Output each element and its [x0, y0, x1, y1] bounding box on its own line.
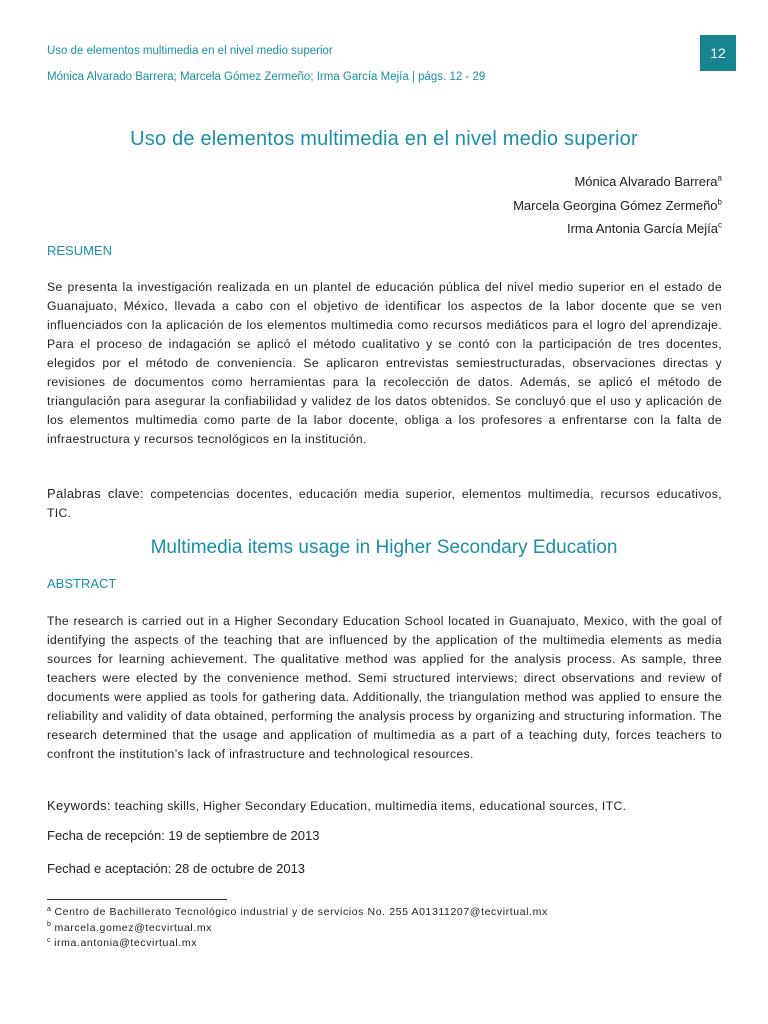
keywords-list: teaching skills, Higher Secondary Education, multimedia items, educational sources, ITC.: [114, 799, 627, 813]
abstract-heading: ABSTRACT: [47, 576, 117, 591]
keywords-label: Keywords:: [47, 798, 111, 813]
footnote-c: $^c$ irma.antonia@tecvirtual.mx: [47, 936, 198, 949]
footnote-divider: [47, 899, 227, 900]
author-1: Mónica Alvarado Barrera$^a$: [574, 173, 722, 189]
author-list: [513, 170, 722, 241]
author-3-mark: c: [718, 220, 722, 230]
abstract-body: The research is carried out in a Higher Secondary Education School located in Guanajuato, Mexico, with the goal of identifying the aspects of the teaching that are influenced by the application of the multimedia elements as media sources for learning achievement. The qualitative method was applied for the analysis process. As sample, three teachers were elected by the convenience method. Semi structured interviews; direct observations and review of documents were applied as tools for gathering data. Additionally, the triangulation method was applied to ensure the reliability and validity of data obtained, performing the analysis process by organizing and structuring information. The research determined that the usage and application of multimedia as a part of a teaching duty, forces teachers to confront the institution’s lack of infrastructure and technological resources.: [47, 614, 722, 761]
palabras-clave: [47, 484, 722, 523]
running-title: Uso de elementos multimedia en el nivel medio superior: [47, 45, 333, 57]
palabras-clave-label: Palabras clave:: [47, 486, 144, 501]
author-2: Marcela Georgina Gómez Zermeño$^b$: [513, 197, 722, 213]
acceptance-date: Fechad e aceptación: 28 de octubre de 2013: [47, 861, 306, 876]
resumen-heading: RESUMEN: [47, 243, 113, 258]
palabras-clave-list: competencias docentes, educación media superior, elementos multimedia, recursos educativos, TIC.: [47, 487, 722, 520]
article-title-spanish: Uso de elementos multimedia en el nivel medio superior: [130, 128, 638, 150]
author-1-mark: a: [717, 173, 722, 183]
author-2-mark: b: [717, 197, 722, 207]
author-3: Irma Antonia García Mejía$^c$: [566, 220, 722, 236]
footnote-a: $^a$ Centro de Bachillerato Tecnológico industrial y de servicios No. 255 A01311207@tecvirtual.mx: [47, 905, 548, 918]
page-number-badge: 12: [700, 35, 736, 71]
reception-date: Fecha de recepción: 19 de septiembre de 2013: [47, 828, 320, 843]
article-title-english: Multimedia items usage in Higher Secondary Education: [150, 537, 618, 558]
keywords: [47, 796, 722, 816]
footnote-b: $^b$ marcela.gomez@tecvirtual.mx: [47, 921, 213, 934]
resumen-body: Se presenta la investigación realizada en un plantel de educación pública del nivel medio superior en el estado de Guanajuato, México, llevada a cabo con el objetivo de identificar los aspectos de la labor docente que se ven influenciados con la aplicación de los elementos multimedia como recursos mediáticos para el logro del aprendizaje. Para el proceso de indagación se aplicó el método cualitativo y se contó con la participación de tres docentes, elegidos por el método de conveniencia. Se aplicaron entrevistas semiestructuradas, observaciones directas y revisiones de documentos como herramientas para la recolección de datos. Además, se aplicó el método de triangulación para asegurar la confiabilidad y validez de los datos obtenidos. Se concluyó que el uso y aplicación de los elementos multimedia como parte de la labor docente, obliga a los profesores a enfrentarse con la falta de infraestructura y recursos tecnológicos en la institución.: [47, 280, 722, 446]
running-authors: Mónica Alvarado Barrera; Marcela Gómez Zermeño; Irma García Mejía | págs. 12 - 29: [47, 71, 486, 83]
footnotes: [47, 905, 548, 952]
